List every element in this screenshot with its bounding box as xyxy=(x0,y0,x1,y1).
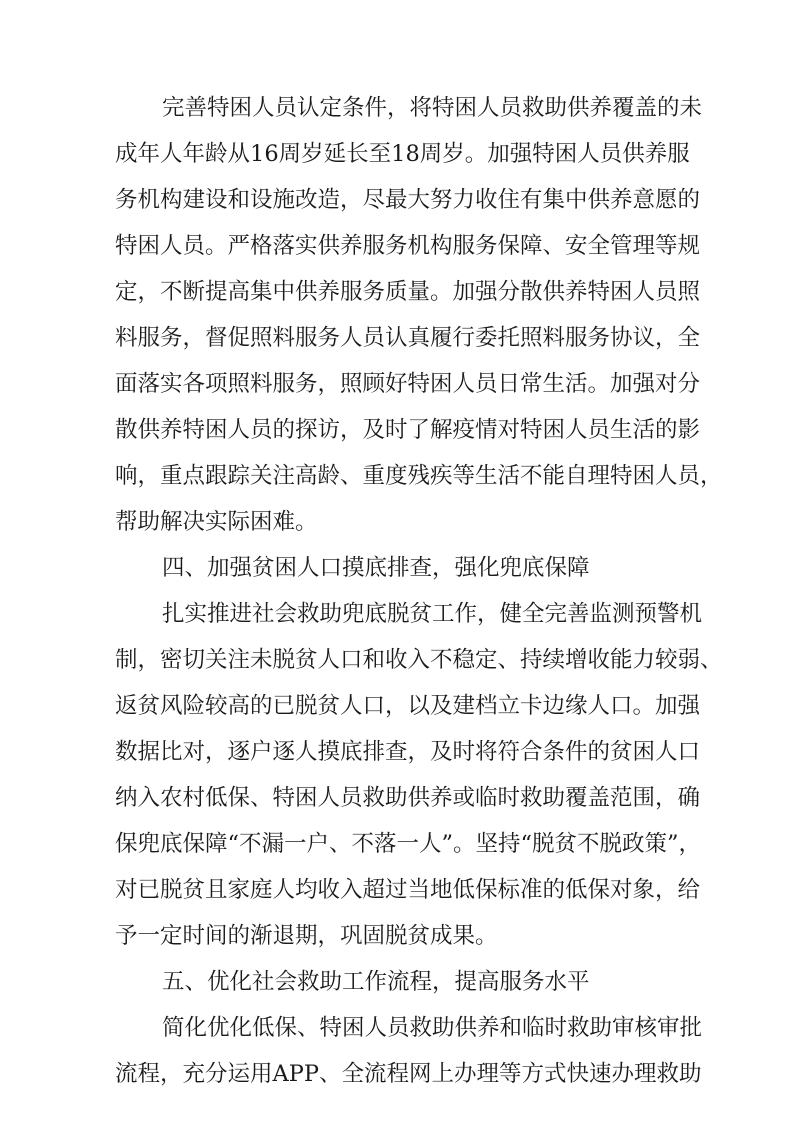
paragraph-1-line-3: 务机构建设和设施改造，尽最大努力收住有集中供养意愿的 xyxy=(115,187,701,213)
paragraph-2-line-6: 保兜底保障“不漏一户、不落一人”。坚持“脱贫不脱政策”， xyxy=(115,831,702,857)
paragraph-2-line-8: 予一定时间的渐退期，巩固脱贫成果。 xyxy=(115,923,498,949)
paragraph-3-line-1: 简化优化低保、特困人员救助供养和临时救助审核审批 xyxy=(162,1015,703,1041)
paragraph-1-line-7: 面落实各项照料服务，照顾好特困人员日常生活。加强对分 xyxy=(115,371,701,397)
paragraph-3-line-2: 流程，充分运用APP、全流程网上办理等方式快速办理救助 xyxy=(115,1061,702,1087)
paragraph-1-line-10: 帮助解决实际困难。 xyxy=(115,509,318,535)
paragraph-1-line-5: 定，不断提高集中供养服务质量。加强分散供养特困人员照 xyxy=(115,279,701,305)
section-heading-5: 五、优化社会救助工作流程，提高服务水平 xyxy=(162,969,590,995)
paragraph-1-line-4: 特困人员。严格落实供养服务机构服务保障、安全管理等规 xyxy=(115,233,701,259)
paragraph-2-line-7: 对已脱贫且家庭人均收入超过当地低保标准的低保对象，给 xyxy=(115,877,701,903)
paragraph-2-line-5: 纳入农村低保、特困人员救助供养或临时救助覆盖范围，确 xyxy=(115,785,701,811)
paragraph-2-line-1: 扎实推进社会救助兜底脱贫工作，健全完善监测预警机 xyxy=(162,601,703,627)
paragraph-1-line-1: 完善特困人员认定条件，将特困人员救助供养覆盖的未 xyxy=(162,95,703,121)
paragraph-2-line-4: 数据比对，逐户逐人摸底排查，及时将符合条件的贫困人口 xyxy=(115,739,701,765)
paragraph-1-line-6: 料服务，督促照料服务人员认真履行委托照料服务协议，全 xyxy=(115,325,701,351)
paragraph-2-line-3: 返贫风险较高的已脱贫人口，以及建档立卡边缘人口。加强 xyxy=(115,693,701,719)
section-heading-4: 四、加强贫困人口摸底排查，强化兜底保障 xyxy=(162,555,590,581)
paragraph-1-line-2: 成年人年龄从16周岁延长至18周岁。加强特困人员供养服 xyxy=(115,141,690,167)
paragraph-1-line-8: 散供养特困人员的探访，及时了解疫情对特困人员生活的影 xyxy=(115,417,701,443)
paragraph-1-line-9: 响，重点跟踪关注高龄、重度残疾等生活不能自理特困人员， xyxy=(115,463,723,489)
paragraph-2-line-2: 制，密切关注未脱贫人口和收入不稳定、持续增收能力较弱、 xyxy=(115,647,723,673)
